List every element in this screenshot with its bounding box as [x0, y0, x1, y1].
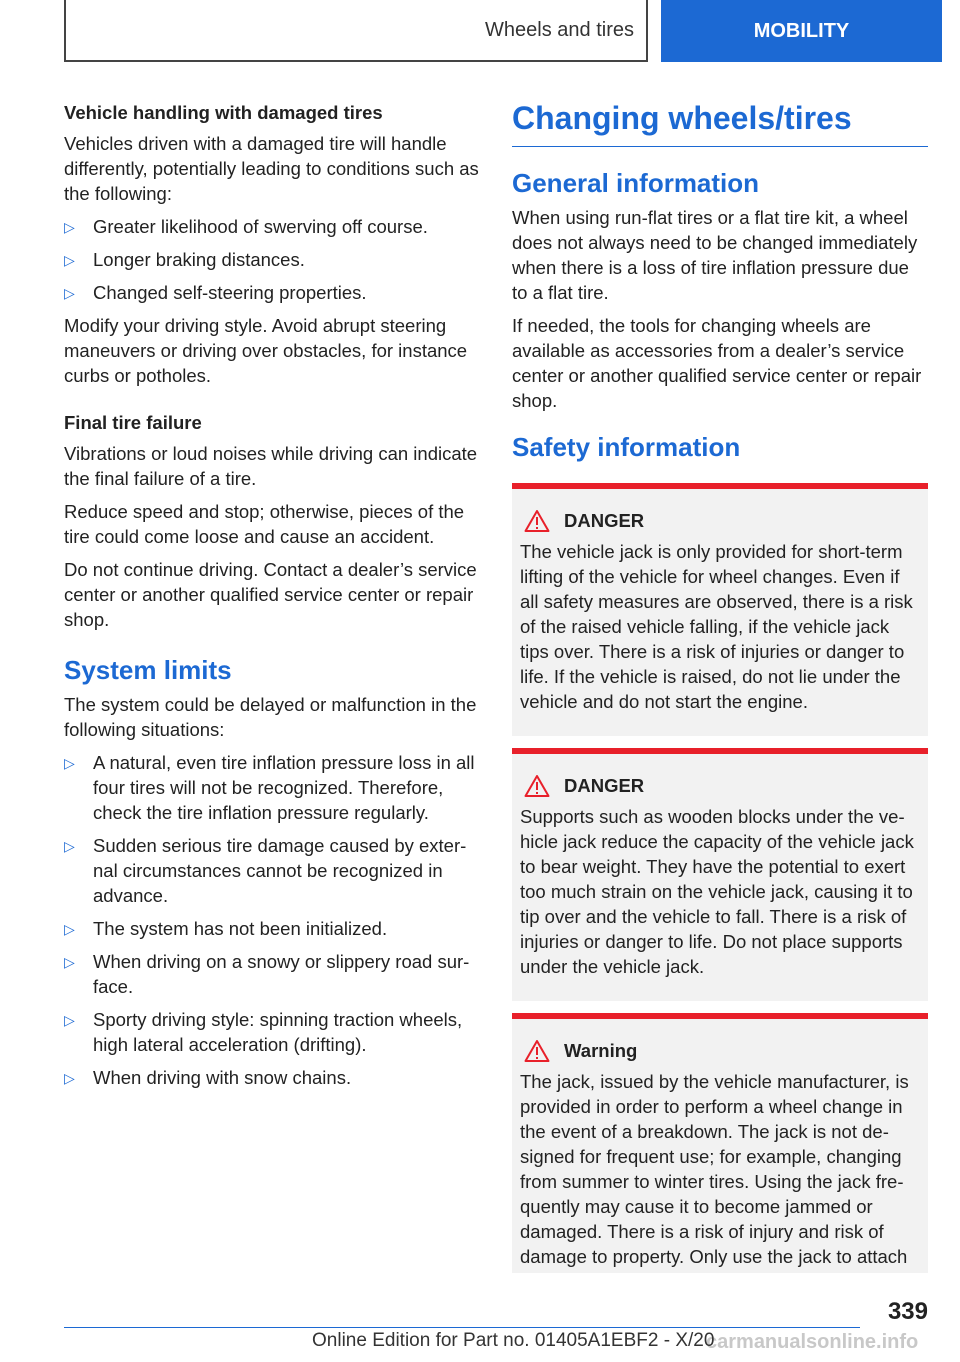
watermark: carmanualsonline.info — [706, 1331, 919, 1353]
header-section-title: Wheels and tires — [485, 18, 634, 41]
list-item: ▷ Changed self-steering properties. — [64, 280, 480, 305]
system-limits-list — [64, 750, 480, 1090]
damaged-tires-heading: Vehicle handling with damaged tires — [64, 102, 383, 123]
list-item: ▷ When driving with snow chains. — [64, 1065, 480, 1090]
final-failure-p2: Reduce speed and stop; otherwise, pieces of the tire could come loose and cause an accident. — [64, 501, 465, 547]
list-item: ▷ A natural, even tire inflation pressure loss in all four tires will not be recognized. Therefore, check the tire inflation pressure regularly. — [64, 752, 475, 823]
triangle-right-icon: ▷ — [64, 252, 75, 268]
warning-box — [512, 1013, 928, 1273]
final-failure-p1: Vibrations or loud noises while driving can indicate the final failure of a tire. — [64, 443, 478, 489]
list-item: ▷ When driving on a snowy or slippery road surface. — [64, 951, 470, 997]
danger-box — [512, 483, 928, 736]
danger-label: DANGER — [564, 510, 645, 531]
page-number: 339 — [887, 1298, 928, 1325]
warning-triangle-icon — [524, 509, 550, 533]
triangle-right-icon: ▷ — [64, 285, 75, 301]
triangle-right-icon: ▷ — [64, 755, 75, 771]
system-limits-heading: System limits — [64, 655, 232, 685]
danger-text: Supports such as wooden blocks under the vehicle jack reduce the capacity of the vehicle jack to bear weight. They have the potential to exert too much strain on the vehicle jack, causing it to tip over and the vehicle to fall. There is a risk of injuries or danger to life. Do not place supports under the vehicle jack. — [520, 806, 914, 977]
safety-info-heading: Safety information — [512, 432, 741, 462]
left-column — [64, 100, 480, 1098]
header-section-tab — [64, 0, 648, 62]
system-limits-intro: The system could be delayed or malfunction in the following situations: — [64, 694, 477, 740]
list-item: ▷ Longer braking distances. — [64, 247, 480, 272]
danger-label: DANGER — [564, 775, 645, 796]
final-failure-p3: Do not continue driving. Contact a dealer’s service center or another qualified service center or repair shop. — [64, 559, 477, 630]
page-title: Changing wheels/tires — [512, 100, 928, 147]
warning-label: Warning — [564, 1040, 638, 1061]
triangle-right-icon: ▷ — [64, 921, 75, 937]
final-failure-heading: Final tire failure — [64, 412, 202, 433]
damaged-tires-intro: Vehicles driven with a damaged tire will handle differently, potentially leading to conditions such as the following: — [64, 133, 479, 204]
damaged-tires-advice: Modify your driving style. Avoid abrupt steering maneuvers or driving over obstacles, for instance curbs or potholes. — [64, 315, 468, 386]
triangle-right-icon: ▷ — [64, 1070, 75, 1086]
list-item: ▷ Greater likelihood of swerving off course. — [64, 214, 480, 239]
danger-box — [512, 748, 928, 1001]
triangle-right-icon: ▷ — [64, 838, 75, 854]
header-chapter-tab — [661, 0, 942, 62]
triangle-right-icon: ▷ — [64, 954, 75, 970]
list-item: ▷ The system has not been initialized. — [64, 916, 480, 941]
triangle-right-icon: ▷ — [64, 1012, 75, 1028]
footer-divider — [64, 1327, 860, 1328]
damaged-tires-list — [64, 214, 480, 305]
warning-triangle-icon — [524, 1039, 550, 1063]
triangle-right-icon: ▷ — [64, 219, 75, 235]
warning-text: The jack, issued by the vehicle manufacturer, is provided in order to perform a wheel change in the event of a breakdown. The jack is not designed for frequent use; for example, changing from summer to winter tires. Using the jack frequently may cause it to become jammed or damaged. There is a risk of injury and risk of damage to property. Only use the jack to attach — [520, 1071, 909, 1267]
list-item: ▷ Sudden serious tire damage caused by external circumstances cannot be recognized in advance. — [64, 835, 467, 906]
right-column — [512, 100, 928, 1285]
general-info-p2: If needed, the tools for changing wheels are available as accessories from a dealer’s service center or another qualified service center or repair shop. — [512, 315, 922, 411]
list-item: ▷ Sporty driving style: spinning traction wheels, high lateral acceleration (drifting). — [64, 1009, 463, 1055]
header-chapter-title: MOBILITY — [753, 19, 850, 42]
general-info-heading: General information — [512, 168, 760, 198]
warning-triangle-icon — [524, 774, 550, 798]
danger-text: The vehicle jack is only provided for short-term lifting of the vehicle for wheel changes. Even if all safety measures are observed, there is a risk of the raised vehicle falling, if the vehicle jack tips over. There is a risk of injuries or danger to life. If the vehicle is raised, do not lie under the vehicle and do not start the engine. — [520, 541, 913, 712]
footer-edition: Online Edition for Part no. 01405A1EBF2 - X/20 — [312, 1330, 715, 1351]
general-info-p1: When using run-flat tires or a flat tire kit, a wheel does not always need to be changed immediately when there is a loss of tire inflation pressure due to a flat tire. — [512, 207, 918, 303]
